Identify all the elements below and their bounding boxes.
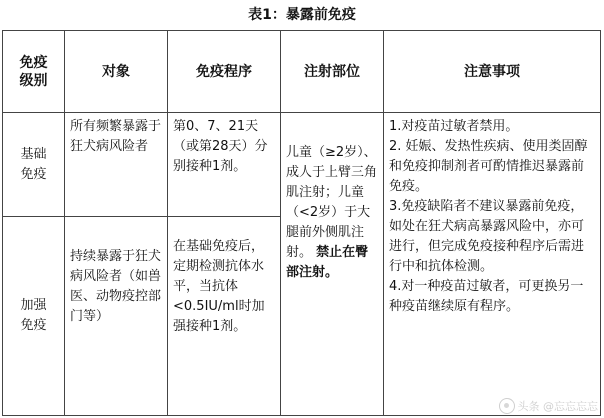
header-notes: 注意事项: [384, 31, 601, 113]
level-text: 加强 免疫: [20, 298, 47, 333]
header-target: 对象: [65, 31, 168, 113]
watermark-text: 头条 @忘忘忘忘: [517, 400, 598, 413]
procedure-cell: 第0、7、21天（或第28天）分别接种1剂。: [168, 113, 281, 217]
header-row: [3, 31, 601, 113]
target-cell: 所有频繁暴露于狂犬病风险者: [65, 113, 168, 217]
header-site: 注射部位: [281, 31, 384, 113]
note-item: 4.对一种疫苗过敏者，可更换另一种疫苗继续原有程序。: [389, 279, 584, 314]
table-row: [3, 113, 601, 217]
level-cell: [3, 217, 65, 416]
header-level: [3, 31, 65, 113]
target-cell: 持续暴露于狂犬病风险者（如兽医、动物疫控部门等）: [65, 217, 168, 416]
level-text: 基础 免疫: [20, 146, 47, 182]
procedure-cell: 在基础免疫后，定期检测抗体水平，当抗体<0.5IU/ml时加强接种1剂。: [168, 217, 281, 416]
notes-cell: [384, 113, 601, 416]
note-item: 2. 妊娠、发热性疾病、使用类固醇和免疫抑制剂者可酌情推迟暴露前免疫。: [389, 139, 588, 194]
site-warning: 禁止在臀部注射。: [286, 245, 369, 280]
table-title: 表1：暴露前免疫: [248, 7, 356, 23]
level-cell: [3, 113, 65, 217]
immunization-table: [2, 30, 601, 416]
site-cell: [281, 113, 384, 416]
note-item: 3.免疫缺陷者不建议暴露前免疫，如处在狂犬病高暴露风险中，亦可进行，但完成免疫接种程序后需进行中和抗体检测。: [389, 199, 585, 274]
header-procedure: 免疫程序: [168, 31, 281, 113]
note-item: 1.对疫苗过敏者禁用。: [389, 119, 519, 134]
watermark: [499, 398, 599, 414]
site-text: 儿童（≥2岁）、成人于上臂三角肌注射；儿童（<2岁）于大腿前外侧肌注射。: [286, 145, 378, 260]
header-level-text: 免疫 级别: [19, 54, 48, 89]
toutiao-logo-icon: [499, 398, 515, 414]
